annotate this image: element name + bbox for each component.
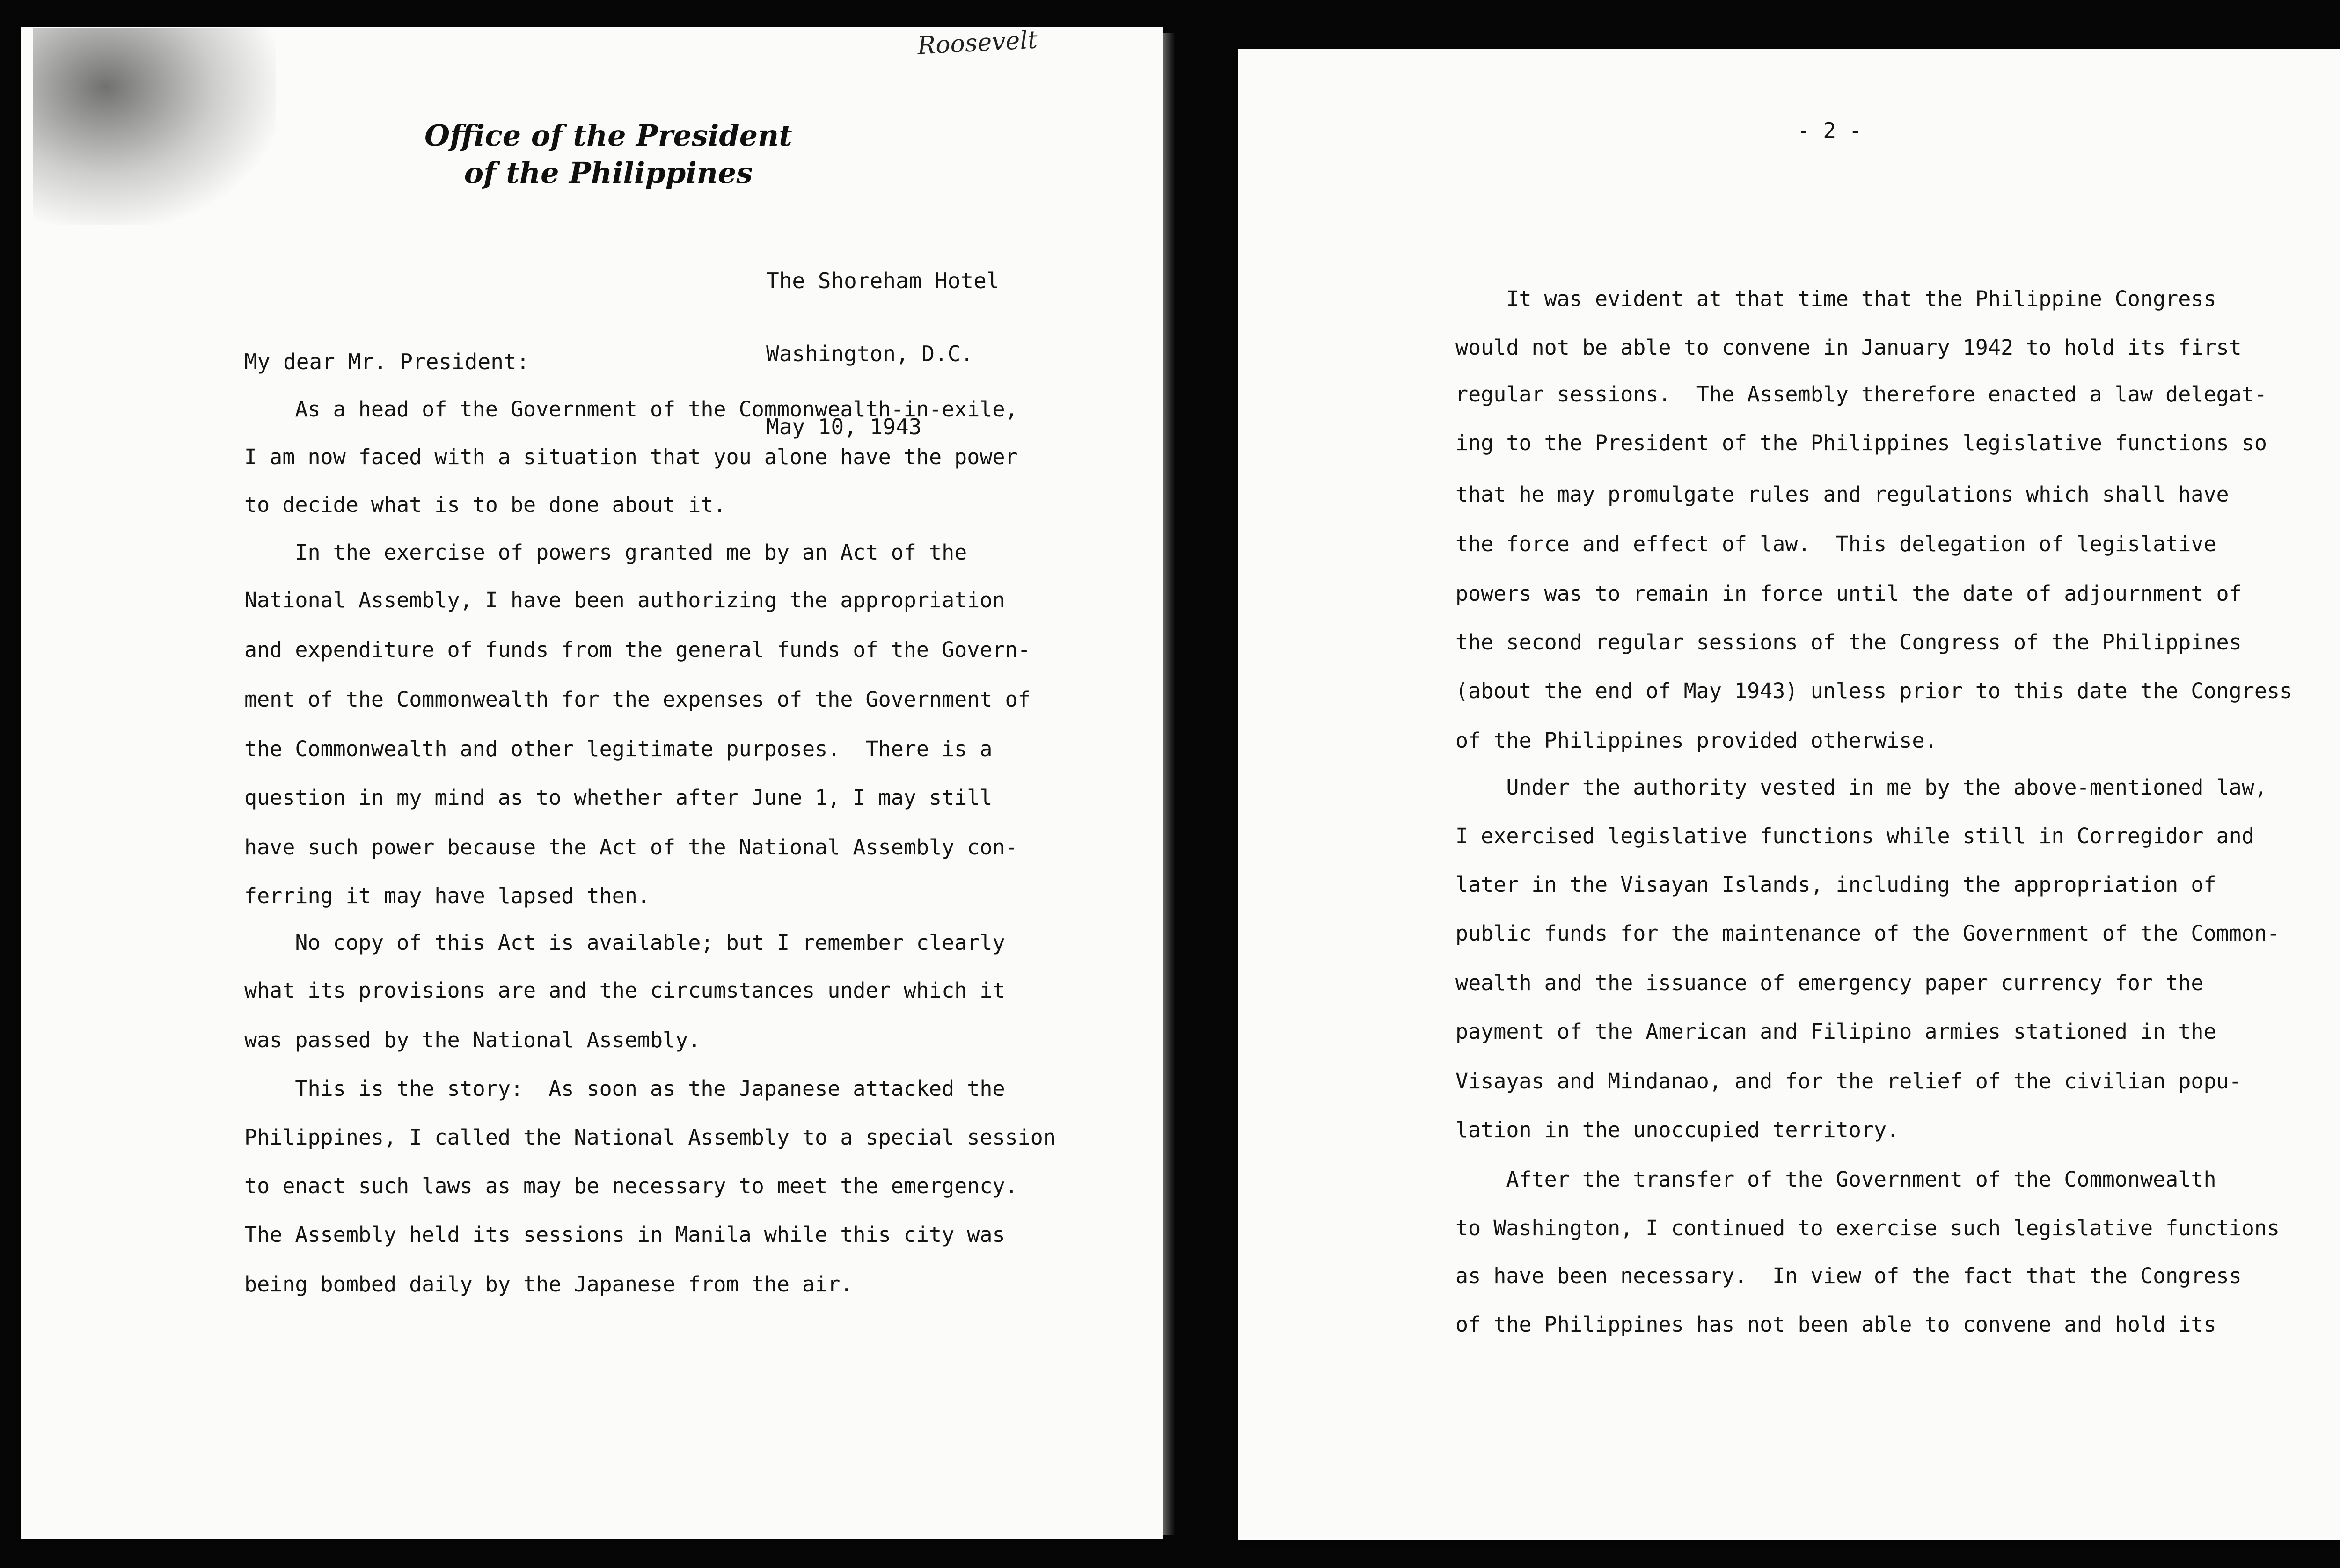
letterhead-line-1: Office of the President bbox=[424, 118, 792, 153]
address-line: Washington, D.C. bbox=[766, 341, 974, 366]
body-line: was passed by the National Assembly. bbox=[244, 1028, 701, 1052]
body-line: regular sessions. The Assembly therefore enacted a law delegat- bbox=[1455, 382, 2267, 407]
body-line: wealth and the issuance of emergency paper currency for the bbox=[1455, 970, 2204, 995]
body-line: and expenditure of funds from the general funds of the Govern- bbox=[244, 637, 1031, 662]
letter-date: May 10, 1943 bbox=[766, 414, 922, 439]
body-line: No copy of this Act is available; but I remember clearly bbox=[244, 930, 1005, 955]
body-line: of the Philippines provided otherwise. bbox=[1455, 728, 1938, 753]
body-line: what its provisions are and the circumstances under which it bbox=[244, 978, 1005, 1003]
body-line: the force and effect of law. This delegation of legislative bbox=[1455, 532, 2216, 556]
body-line: (about the end of May 1943) unless prior to this date the Congress bbox=[1455, 678, 2293, 703]
body-line: the second regular sessions of the Congress of the Philippines bbox=[1455, 630, 2242, 655]
body-line: payment of the American and Filipino armies stationed in the bbox=[1455, 1019, 2216, 1044]
body-line: to Washington, I continued to exercise such legislative functions bbox=[1455, 1216, 2280, 1240]
page-edge-shadow bbox=[1163, 33, 1175, 1535]
salutation: My dear Mr. President: bbox=[244, 349, 530, 374]
letterhead-line-2: of the Philippines bbox=[464, 156, 753, 190]
body-line: This is the story: As soon as the Japanese attacked the bbox=[244, 1076, 1005, 1101]
body-line: ment of the Commonwealth for the expenses of the Government of bbox=[244, 687, 1031, 712]
body-line: to decide what is to be done about it. bbox=[244, 492, 726, 517]
body-line: question in my mind as to whether after June 1, I may still bbox=[244, 785, 993, 810]
body-line: The Assembly held its sessions in Manila while this city was bbox=[244, 1222, 1005, 1247]
body-line: ing to the President of the Philippines legislative functions so bbox=[1455, 430, 2267, 455]
body-line: the Commonwealth and other legitimate purposes. There is a bbox=[244, 737, 993, 761]
body-line: public funds for the maintenance of the Government of the Common- bbox=[1455, 921, 2280, 946]
body-line: ferring it may have lapsed then. bbox=[244, 883, 650, 908]
letterhead bbox=[384, 117, 833, 192]
body-line: as have been necessary. In view of the fact that the Congress bbox=[1455, 1263, 2242, 1288]
body-line: being bombed daily by the Japanese from the air. bbox=[244, 1272, 853, 1297]
body-line: I exercised legislative functions while still in Corregidor and bbox=[1455, 824, 2254, 848]
body-line: Philippines, I called the National Assembly to a special session bbox=[244, 1125, 1056, 1150]
body-line: would not be able to convene in January 1942 to hold its first bbox=[1455, 335, 2242, 360]
body-line: to enact such laws as may be necessary to meet the emergency. bbox=[244, 1174, 1018, 1198]
body-line: powers was to remain in force until the date of adjournment of bbox=[1455, 581, 2242, 606]
body-line: It was evident at that time that the Philippine Congress bbox=[1455, 286, 2216, 311]
body-line: that he may promulgate rules and regulations which shall have bbox=[1455, 482, 2229, 507]
page-number: - 2 - bbox=[1797, 118, 1862, 143]
body-line: lation in the unoccupied territory. bbox=[1455, 1117, 1900, 1142]
body-line: Visayas and Mindanao, and for the relief of the civilian popu- bbox=[1455, 1069, 2242, 1094]
address-line: The Shoreham Hotel bbox=[766, 268, 1000, 293]
body-line: I am now faced with a situation that you alone have the power bbox=[244, 445, 1018, 469]
body-line: of the Philippines has not been able to convene and hold its bbox=[1455, 1312, 2216, 1337]
body-line: In the exercise of powers granted me by an Act of the bbox=[244, 540, 967, 565]
body-line: National Assembly, I have been authorizing the appropriation bbox=[244, 588, 1005, 613]
handwritten-note: Roosevelt bbox=[916, 26, 1038, 60]
body-line: later in the Visayan Islands, including the appropriation of bbox=[1455, 872, 2216, 897]
body-line: After the transfer of the Government of the Commonwealth bbox=[1455, 1167, 2216, 1192]
body-line: have such power because the Act of the National Assembly con- bbox=[244, 835, 1018, 860]
body-line: As a head of the Government of the Commonwealth-in-exile, bbox=[244, 397, 1018, 422]
body-line: Under the authority vested in me by the above-mentioned law, bbox=[1455, 775, 2267, 800]
